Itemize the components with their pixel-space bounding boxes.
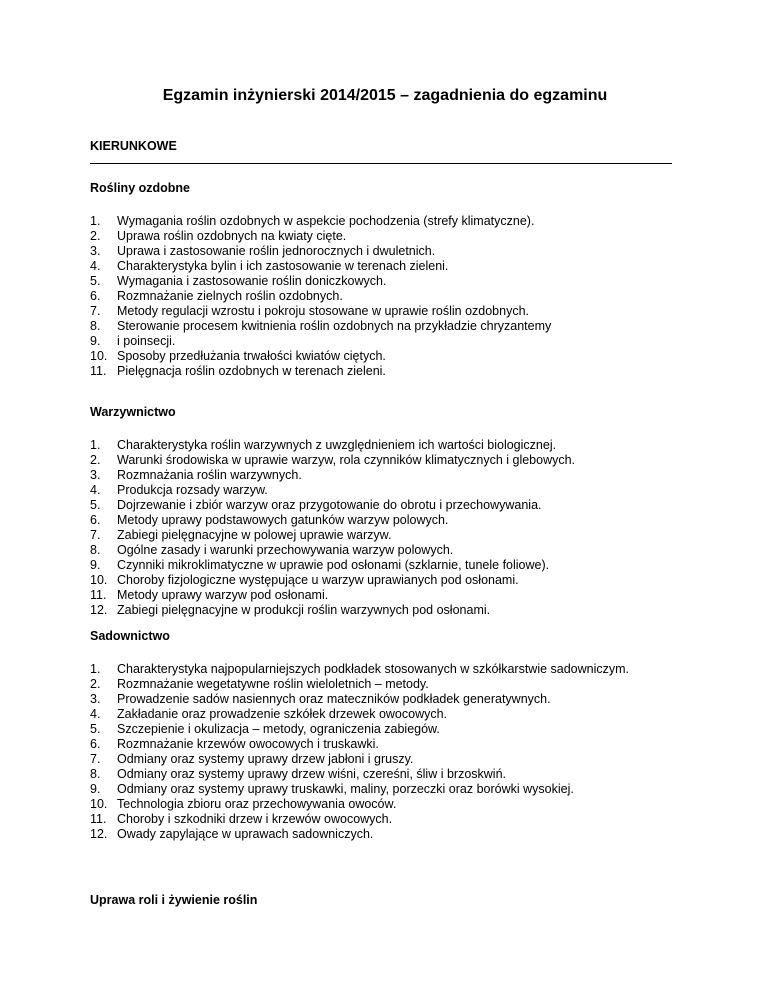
list-item — [90, 364, 690, 379]
item-text: Uprawa roślin ozdobnych na kwiaty cięte. — [117, 229, 347, 243]
divider-line — [90, 163, 672, 164]
section-warzywnictwo — [90, 405, 690, 618]
item-text: Choroby i szkodniki drzew i krzewów owocowych. — [117, 812, 393, 826]
item-number: 4. — [90, 707, 101, 721]
item-text: Sposoby przedłużania trwałości kwiatów ciętych. — [117, 349, 386, 363]
item-number: 8. — [90, 767, 101, 781]
item-number: 5. — [90, 498, 101, 512]
item-number: 2. — [90, 677, 101, 691]
list-item — [90, 453, 690, 468]
item-text: Zabiegi pielęgnacyjne w produkcji roślin warzywnych pod osłonami. — [117, 603, 491, 617]
list-item — [90, 827, 690, 842]
item-text: Rozmnażanie zielnych roślin ozdobnych. — [117, 289, 343, 303]
item-number: 10. — [90, 573, 108, 587]
list-item — [90, 319, 690, 334]
item-number: 2. — [90, 229, 101, 243]
list-item — [90, 737, 690, 752]
item-number: 9. — [90, 334, 101, 348]
item-number: 10. — [90, 797, 108, 811]
section-heading: Warzywnictwo — [90, 405, 176, 419]
list-item — [90, 767, 690, 782]
list-item — [90, 588, 690, 603]
section-rosliny-ozdobne — [90, 181, 690, 379]
item-text: Wymagania roślin ozdobnych w aspekcie pochodzenia (strefy klimatyczne). — [117, 214, 535, 228]
item-text: Metody regulacji wzrostu i pokroju stosowane w uprawie roślin ozdobnych. — [117, 304, 530, 318]
list-item — [90, 468, 690, 483]
item-number: 3. — [90, 468, 101, 482]
item-number: 9. — [90, 558, 101, 572]
item-text: Zabiegi pielęgnacyjne w polowej uprawie warzyw. — [117, 528, 392, 542]
list-item — [90, 438, 690, 453]
item-text: Produkcja rozsady warzyw. — [117, 483, 268, 497]
item-number: 1. — [90, 214, 101, 228]
list-item — [90, 528, 690, 543]
list-item — [90, 349, 690, 364]
item-text: Warunki środowiska w uprawie warzyw, rola czynników klimatycznych i glebowych. — [117, 453, 576, 467]
item-text: Uprawa i zastosowanie roślin jednorocznych i dwuletnich. — [117, 244, 436, 258]
list-item — [90, 797, 690, 812]
list-item — [90, 214, 690, 229]
list-item — [90, 558, 690, 573]
list-item — [90, 782, 690, 797]
item-number: 7. — [90, 528, 101, 542]
item-number: 12. — [90, 827, 108, 841]
item-text: i poinsecji. — [117, 334, 176, 348]
item-number: 11. — [90, 812, 107, 826]
item-number: 1. — [90, 662, 101, 676]
item-text: Odmiany oraz systemy uprawy drzew wiśni, czereśni, śliw i brzoskwiń. — [117, 767, 506, 781]
item-number: 7. — [90, 304, 101, 318]
list-item — [90, 483, 690, 498]
item-number: 6. — [90, 289, 101, 303]
item-text: Czynniki mikroklimatyczne w uprawie pod osłonami (szklarnie, tunele foliowe). — [117, 558, 550, 572]
section-heading-uprawa-roli: Uprawa roli i żywienie roślin — [90, 893, 258, 907]
item-text: Technologia zbioru oraz przechowywania owoców. — [117, 797, 397, 811]
item-number: 2. — [90, 453, 101, 467]
item-text: Charakterystyka roślin warzywnych z uwzględnieniem ich wartości biologicznej. — [117, 438, 557, 452]
group-label: KIERUNKOWE — [90, 139, 177, 153]
item-text: Odmiany oraz systemy uprawy drzew jabłoni i gruszy. — [117, 752, 414, 766]
list-item — [90, 244, 690, 259]
document-page — [90, 0, 680, 994]
item-text: Choroby fizjologiczne występujące u warzyw uprawianych pod osłonami. — [117, 573, 519, 587]
list-item — [90, 498, 690, 513]
item-number: 6. — [90, 737, 101, 751]
item-number: 1. — [90, 438, 101, 452]
list-item — [90, 692, 690, 707]
item-text: Zakładanie oraz prowadzenie szkółek drzewek owocowych. — [117, 707, 448, 721]
list-item — [90, 274, 690, 289]
item-text: Metody uprawy warzyw pod osłonami. — [117, 588, 329, 602]
item-text: Odmiany oraz systemy uprawy truskawki, maliny, porzeczki oraz borówki wysokiej. — [117, 782, 574, 796]
topic-list — [90, 438, 690, 618]
list-item — [90, 229, 690, 244]
item-number: 5. — [90, 274, 101, 288]
item-number: 7. — [90, 752, 101, 766]
item-number: 11. — [90, 364, 107, 378]
item-number: 10. — [90, 349, 108, 363]
list-item — [90, 752, 690, 767]
list-item — [90, 573, 690, 588]
item-text: Dojrzewanie i zbiór warzyw oraz przygotowanie do obrotu i przechowywania. — [117, 498, 542, 512]
topic-list — [90, 214, 690, 379]
item-number: 9. — [90, 782, 101, 796]
item-text: Owady zapylające w uprawach sadowniczych. — [117, 827, 374, 841]
list-item — [90, 289, 690, 304]
item-number: 3. — [90, 244, 101, 258]
item-number: 8. — [90, 543, 101, 557]
item-number: 3. — [90, 692, 101, 706]
document-title: Egzamin inżynierski 2014/2015 – zagadnienia do egzaminu — [162, 87, 608, 104]
item-text: Metody uprawy podstawowych gatunków warzyw polowych. — [117, 513, 449, 527]
item-text: Pielęgnacja roślin ozdobnych w terenach zieleni. — [117, 364, 386, 378]
item-number: 8. — [90, 319, 101, 333]
item-number: 4. — [90, 483, 101, 497]
item-text: Prowadzenie sadów nasiennych oraz mateczników podkładek generatywnych. — [117, 692, 551, 706]
list-item — [90, 334, 690, 349]
list-item — [90, 707, 690, 722]
item-number: 12. — [90, 603, 108, 617]
item-number: 6. — [90, 513, 101, 527]
item-number: 4. — [90, 259, 101, 273]
list-item — [90, 603, 690, 618]
section-heading: Sadownictwo — [90, 629, 170, 643]
list-item — [90, 812, 690, 827]
item-number: 5. — [90, 722, 101, 736]
section-sadownictwo — [90, 629, 690, 842]
item-text: Rozmnażanie krzewów owocowych i truskawki. — [117, 737, 379, 751]
list-item — [90, 662, 690, 677]
list-item — [90, 513, 690, 528]
list-item — [90, 543, 690, 558]
item-text: Ogólne zasady i warunki przechowywania warzyw polowych. — [117, 543, 454, 557]
item-text: Charakterystyka najpopularniejszych podkładek stosowanych w szkółkarstwie sadowniczym. — [117, 662, 630, 676]
list-item — [90, 259, 690, 274]
topic-list — [90, 662, 690, 842]
item-text: Rozmnażania roślin warzywnych. — [117, 468, 302, 482]
section-heading: Rośliny ozdobne — [90, 181, 190, 195]
item-text: Rozmnażanie wegetatywne roślin wieloletnich – metody. — [117, 677, 429, 691]
item-text: Sterowanie procesem kwitnienia roślin ozdobnych na przykładzie chryzantemy — [117, 319, 552, 333]
item-number: 11. — [90, 588, 107, 602]
list-item — [90, 304, 690, 319]
item-text: Szczepienie i okulizacja – metody, ograniczenia zabiegów. — [117, 722, 440, 736]
list-item — [90, 677, 690, 692]
item-text: Wymagania i zastosowanie roślin doniczkowych. — [117, 274, 387, 288]
item-text: Charakterystyka bylin i ich zastosowanie w terenach zieleni. — [117, 259, 449, 273]
list-item — [90, 722, 690, 737]
